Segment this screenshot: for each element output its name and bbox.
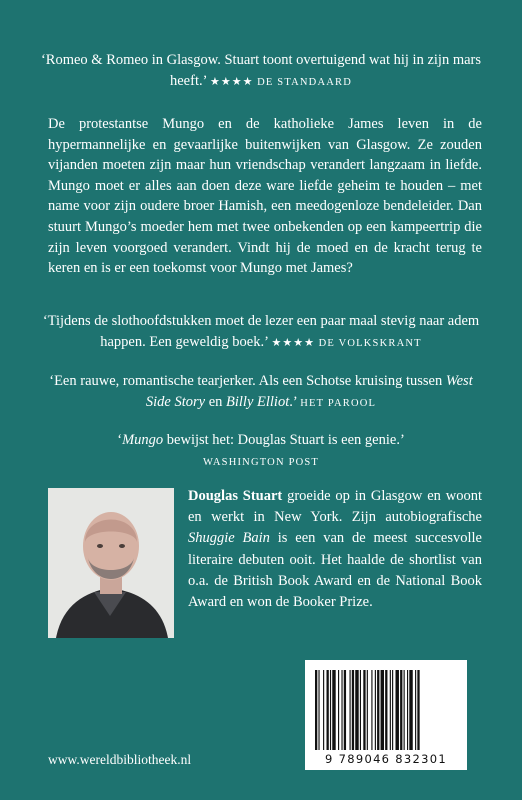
quote-washington-post xyxy=(40,430,482,473)
quote-title: Mungo xyxy=(122,432,164,448)
quote-title: West Side Story xyxy=(145,373,473,410)
quote-text: bewijst het: Douglas Stuart is een genie.’ xyxy=(163,432,405,448)
author-portrait-icon xyxy=(48,488,174,638)
star-rating: ★★★★ xyxy=(271,337,315,349)
quote-text: ‘Een rauwe, romantische tearjerker. Als een Schotse kruising tussen xyxy=(49,373,446,389)
quote-text: .’ xyxy=(289,394,297,410)
quote-text: ‘ xyxy=(117,432,123,448)
author-photo xyxy=(48,488,174,638)
barcode-icon xyxy=(313,670,459,752)
quote-source: WASHINGTON POST xyxy=(202,457,320,468)
quote-source: HET PAROOL xyxy=(300,398,377,409)
bio-text: is een van de meest succesvolle literaire debuten ooit. Het haalde de shortlist van o.a. de British Book Award en de National Book Award en won de Booker Prize. xyxy=(188,530,482,611)
quote-text: ‘Romeo & Romeo in Glasgow. Stuart toont overtuigend wat hij in zijn mars heeft.’ xyxy=(40,52,482,89)
star-rating: ★★★★ xyxy=(209,76,254,88)
quote-volkskrant xyxy=(40,311,482,354)
isbn-number: 9 789046 832301 xyxy=(325,752,447,766)
author-name: Douglas Stuart xyxy=(188,488,283,504)
book-synopsis: De protestantse Mungo en de katholieke James leven in de hypermannelijke en gevaarlijke buitenwijken van Glasgow. Ze zouden vijanden moeten zijn maar hun vriendschap verandert langzaam in liefde. Mungo moet er alles aan doen deze ware liefde geheim te houden – met name voor zijn oudere broer Hamish, een meedogenloze bendeleider. Dan stuurt Mungo’s moeder hem met twee onbekenden op een kampeertrip die zijn leven voorgoed verandert. Vindt hij de moed en de kracht terug te keren en is er een toekomst voor Mungo met James? xyxy=(48,116,482,277)
quote-parool xyxy=(40,371,482,414)
quote-title: Billy Elliot xyxy=(226,394,290,410)
book-title: Shuggie Bain xyxy=(188,530,270,547)
bio-text: groeide op in Glasgow en woont en werkt in New York. Zijn autobiografische xyxy=(188,488,482,526)
isbn-barcode xyxy=(305,660,467,770)
quote-source: DE VOLKSKRANT xyxy=(318,338,422,349)
quote-standaard xyxy=(40,50,482,93)
publisher-website[interactable]: www.wereldbibliotheek.nl xyxy=(48,752,192,767)
author-bio xyxy=(188,486,482,613)
quote-text: ‘Tijdens de slothoofdstukken moet de lezer een paar maal stevig naar adem happen. Een geweldig boek.’ xyxy=(42,313,480,350)
quote-text: en xyxy=(205,394,226,410)
quote-source: DE STANDAARD xyxy=(257,77,352,88)
